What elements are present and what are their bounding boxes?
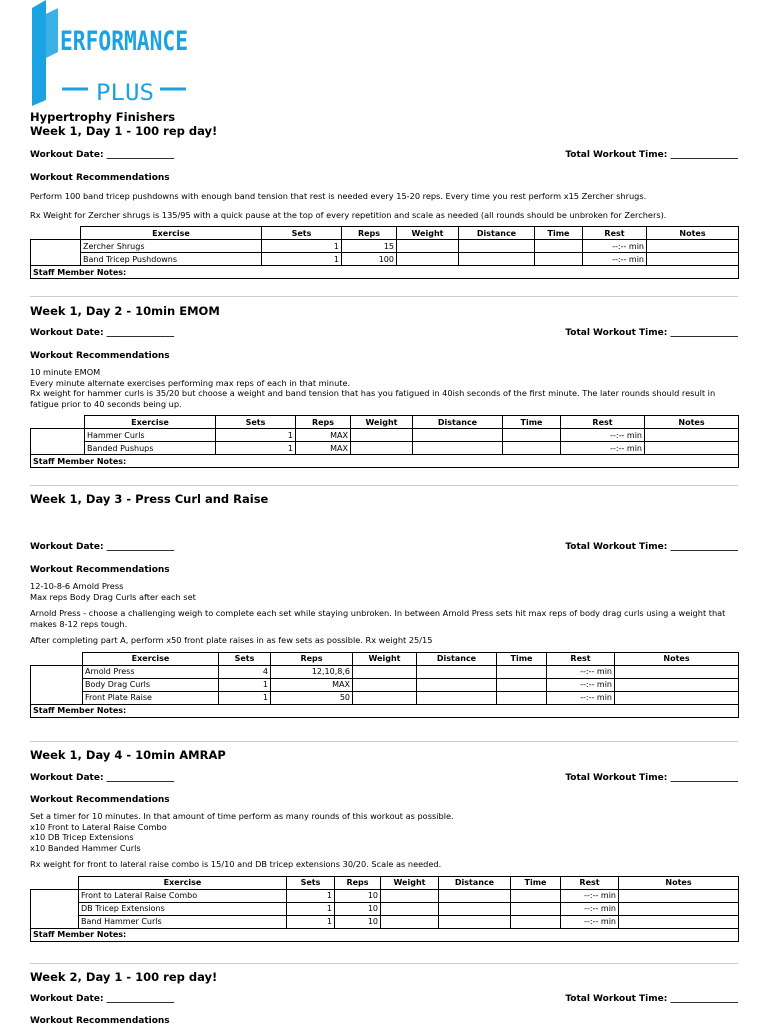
reps-cell: 10	[335, 889, 381, 902]
rest-cell: --:-- min	[561, 915, 619, 928]
header-sets: Sets	[287, 876, 335, 889]
recommendations-heading: Workout Recommendations	[30, 173, 170, 183]
section-week1-day2	[30, 304, 738, 468]
sets-cell: 1	[262, 240, 342, 253]
table-row	[31, 253, 739, 266]
reps-cell: MAX	[271, 678, 353, 691]
workout-date-label: Workout Date: _______________	[30, 542, 175, 552]
recommendation-text: Rx Weight for Zercher shrugs is 135/95 with a quick pause at the top of every repetition and scale as needed (all rounds should be unbroken for Zerchers).	[30, 209, 667, 220]
sets-cell: 1	[287, 889, 335, 902]
header-rest: Rest	[583, 227, 647, 240]
section-divider	[30, 963, 738, 964]
header-exercise: Exercise	[79, 876, 287, 889]
staff-notes-row	[31, 704, 739, 717]
table-row	[31, 889, 739, 902]
section-title: Week 1, Day 1 - 100 rep day!	[30, 124, 218, 138]
recommendation-text: Rx weight for hammer curls is 35/20 but choose a weight and band tension that has you fatigued in 40ish seconds of the first minute. The later rounds should result in fatigue prior to 40 seconds being up.	[30, 388, 716, 409]
section-divider	[30, 485, 738, 486]
rest-cell: --:-- min	[561, 429, 645, 442]
recommendation-text: 10 minute EMOM	[30, 367, 101, 377]
rest-cell: --:-- min	[583, 253, 647, 266]
sets-cell: 1	[262, 253, 342, 266]
svg-text:ERFORMANCE: ERFORMANCE	[60, 26, 188, 57]
header-sets: Sets	[262, 227, 342, 240]
exercise-cell: Banded Pushups	[85, 442, 216, 455]
header-time: Time	[511, 876, 561, 889]
header-time: Time	[503, 416, 561, 429]
header-time: Time	[497, 652, 547, 665]
recommendation-text: Max reps Body Drag Curls after each set	[30, 591, 196, 602]
header-weight: Weight	[351, 416, 413, 429]
header-distance: Distance	[413, 416, 503, 429]
workout-date-label: Workout Date: _______________	[30, 150, 175, 160]
section-title: Week 1, Day 4 - 10min AMRAP	[30, 748, 226, 762]
header-distance: Distance	[417, 652, 497, 665]
staff-notes-label: Staff Member Notes:	[31, 704, 739, 717]
reps-cell: 15	[342, 240, 397, 253]
table-row	[31, 678, 739, 691]
header-rest: Rest	[561, 416, 645, 429]
date-row	[30, 542, 738, 554]
header-time: Time	[535, 227, 583, 240]
date-row	[30, 994, 738, 1006]
recommendation-text: Every minute alternate exercises performing max reps of each in that minute.	[30, 377, 351, 388]
date-row	[30, 773, 738, 785]
table-row	[31, 665, 739, 678]
exercise-table	[30, 415, 739, 468]
reps-cell: 10	[335, 902, 381, 915]
performance-plus-logo	[28, 0, 198, 108]
header-rest: Rest	[561, 876, 619, 889]
header-reps: Reps	[271, 652, 353, 665]
recommendation-text: Rx weight for front to lateral raise combo is 15/10 and DB tricep extensions 30/20. Scale as needed.	[30, 859, 442, 869]
exercise-cell: Front to Lateral Raise Combo	[79, 889, 287, 902]
recommendation-text: x10 Banded Hammer Curls	[30, 842, 141, 853]
sets-cell: 1	[216, 442, 296, 455]
rest-cell: --:-- min	[561, 902, 619, 915]
header-reps: Reps	[342, 227, 397, 240]
recommendations-heading: Workout Recommendations	[30, 565, 170, 575]
table-row	[31, 429, 739, 442]
table-row	[31, 240, 739, 253]
staff-notes-row	[31, 455, 739, 468]
document-title: Hypertrophy Finishers	[30, 110, 176, 124]
workout-date-label: Workout Date: _______________	[30, 994, 175, 1004]
section-title: Week 2, Day 1 - 100 rep day!	[30, 970, 218, 984]
exercise-cell: DB Tricep Extensions	[79, 902, 287, 915]
header-reps: Reps	[296, 416, 351, 429]
total-time-label: Total Workout Time: _______________	[565, 328, 738, 338]
table-row	[31, 902, 739, 915]
section-week1-day4	[30, 748, 738, 942]
header-distance: Distance	[439, 876, 511, 889]
section-divider	[30, 296, 738, 297]
total-time-label: Total Workout Time: _______________	[565, 773, 738, 783]
total-time-label: Total Workout Time: _______________	[565, 542, 738, 552]
staff-notes-label: Staff Member Notes:	[31, 266, 739, 279]
recommendation-text: x10 DB Tricep Extensions	[30, 832, 134, 842]
header-weight: Weight	[381, 876, 439, 889]
section-week2-day1	[30, 970, 738, 1026]
exercise-cell: Band Tricep Pushdowns	[81, 253, 262, 266]
rest-cell: --:-- min	[547, 678, 615, 691]
rest-cell: --:-- min	[561, 889, 619, 902]
header-rest: Rest	[547, 652, 615, 665]
header-notes: Notes	[647, 227, 739, 240]
section-title: Week 1, Day 2 - 10min EMOM	[30, 304, 220, 318]
exercise-table	[30, 876, 739, 942]
svg-text:PLUS: PLUS	[96, 81, 154, 106]
table-header-row	[31, 652, 739, 665]
table-header-row	[31, 227, 739, 240]
table-row	[31, 915, 739, 928]
exercise-table	[30, 226, 739, 279]
sets-cell: 1	[219, 691, 271, 704]
reps-cell: MAX	[296, 429, 351, 442]
header-reps: Reps	[335, 876, 381, 889]
rest-cell: --:-- min	[583, 240, 647, 253]
sets-cell: 1	[216, 429, 296, 442]
recommendation-text: Set a timer for 10 minutes. In that amount of time perform as many rounds of this workout as possible.	[30, 811, 454, 821]
recommendation-text: 12-10-8-6 Arnold Press	[30, 581, 124, 591]
reps-cell: 12,10,8,6	[271, 665, 353, 678]
header-notes: Notes	[615, 652, 739, 665]
header-sets: Sets	[216, 416, 296, 429]
exercise-table	[30, 652, 739, 718]
date-row	[30, 150, 738, 162]
exercise-cell: Zercher Shrugs	[81, 240, 262, 253]
staff-notes-label: Staff Member Notes:	[31, 455, 739, 468]
header-exercise: Exercise	[85, 416, 216, 429]
sets-cell: 1	[219, 678, 271, 691]
header-distance: Distance	[459, 227, 535, 240]
header-weight: Weight	[353, 652, 417, 665]
recommendation-text: Arnold Press - choose a challenging weigh to complete each set while staying unbroken. In between Arnold Press sets hit max reps of body drag curls using a weight that makes 8-12 reps tough.	[30, 608, 726, 629]
exercise-cell: Front Plate Raise	[83, 691, 219, 704]
table-header-row	[31, 416, 739, 429]
recommendations-heading: Workout Recommendations	[30, 1016, 170, 1026]
exercise-cell: Arnold Press	[83, 665, 219, 678]
reps-cell: 100	[342, 253, 397, 266]
section-title: Week 1, Day 3 - Press Curl and Raise	[30, 492, 269, 506]
recommendation-text: After completing part A, perform x50 front plate raises in as few sets as possible. Rx weight 25/15	[30, 635, 433, 645]
rest-cell: --:-- min	[547, 665, 615, 678]
recommendation-text: x10 Front to Lateral Raise Combo	[30, 821, 167, 832]
date-row	[30, 328, 738, 340]
exercise-cell: Hammer Curls	[85, 429, 216, 442]
section-divider	[30, 741, 738, 742]
reps-cell: 50	[271, 691, 353, 704]
rest-cell: --:-- min	[547, 691, 615, 704]
exercise-cell: Body Drag Curls	[83, 678, 219, 691]
header-exercise: Exercise	[83, 652, 219, 665]
sets-cell: 1	[287, 915, 335, 928]
total-time-label: Total Workout Time: _______________	[565, 994, 738, 1004]
workout-date-label: Workout Date: _______________	[30, 328, 175, 338]
section-week1-day1	[30, 110, 738, 279]
reps-cell: MAX	[296, 442, 351, 455]
staff-notes-label: Staff Member Notes:	[31, 928, 739, 941]
recommendation-text: Perform 100 band tricep pushdowns with enough band tension that rest is needed every 15-20 reps. Every time you rest perform x15 Zercher shrugs.	[30, 191, 647, 201]
table-row	[31, 442, 739, 455]
recommendations-heading: Workout Recommendations	[30, 351, 170, 361]
staff-notes-row	[31, 266, 739, 279]
table-header-row	[31, 876, 739, 889]
header-notes: Notes	[645, 416, 739, 429]
header-sets: Sets	[219, 652, 271, 665]
exercise-cell: Band Hammer Curls	[79, 915, 287, 928]
sets-cell: 4	[219, 665, 271, 678]
reps-cell: 10	[335, 915, 381, 928]
table-row	[31, 691, 739, 704]
workout-date-label: Workout Date: _______________	[30, 773, 175, 783]
sets-cell: 1	[287, 902, 335, 915]
total-time-label: Total Workout Time: _______________	[565, 150, 738, 160]
staff-notes-row	[31, 928, 739, 941]
section-week1-day3	[30, 492, 738, 718]
header-weight: Weight	[397, 227, 459, 240]
rest-cell: --:-- min	[561, 442, 645, 455]
header-exercise: Exercise	[81, 227, 262, 240]
header-notes: Notes	[619, 876, 739, 889]
recommendations-heading: Workout Recommendations	[30, 795, 170, 805]
